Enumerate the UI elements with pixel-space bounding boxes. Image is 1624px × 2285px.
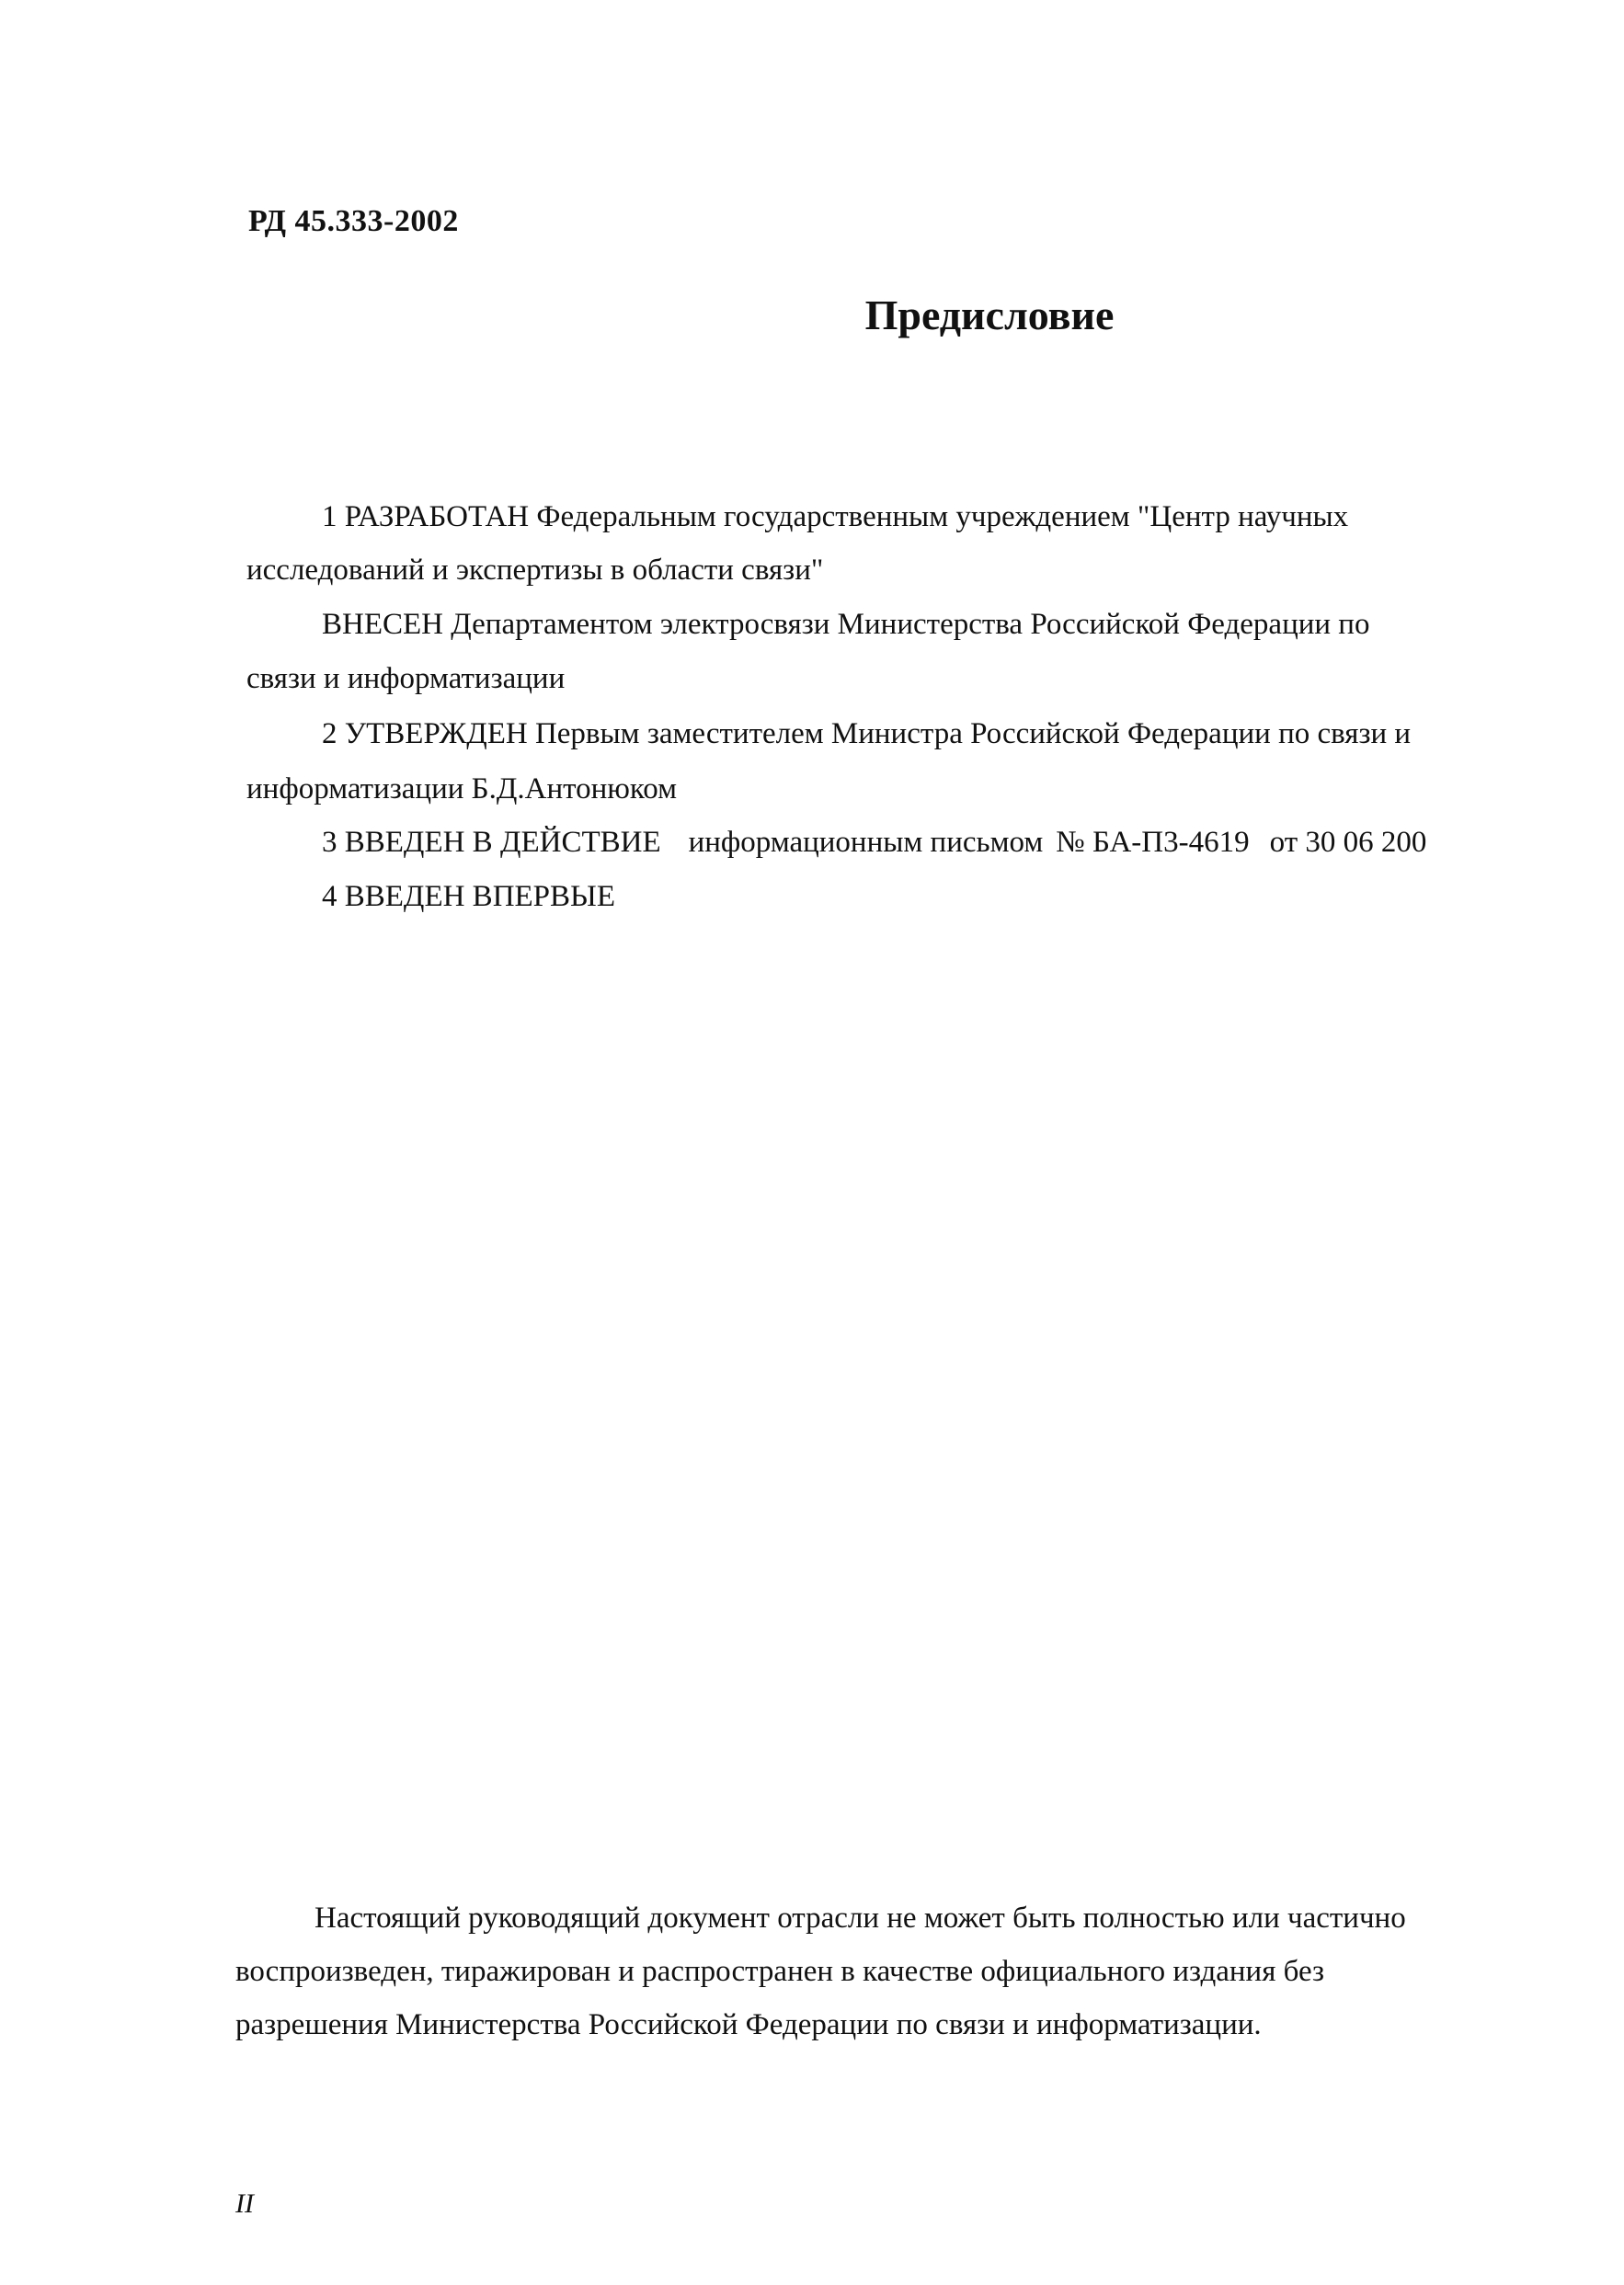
notice-line-3: разрешения Министерства Российской Федерации по связи и информатизации. [235,2008,1262,2041]
notice-line-2: воспроизведен, тиражирован и распространен в качестве официального издания без [235,1955,1325,1988]
preface-item-2-line-2: информатизации Б.Д.Антонюком [246,772,678,805]
preface-item-4: 4 ВВЕДЕН ВПЕРВЫЕ [322,880,615,913]
preface-item-3-letter: информационным письмом [688,826,1044,859]
preface-item-1-line-1: 1 РАЗРАБОТАН Федеральным государственным учреждением "Центр научных [322,500,1349,533]
document-code: РД 45.333-2002 [248,204,459,238]
page-number: II [235,2188,254,2219]
preface-item-3-number: № БА-П3-4619 [1056,826,1250,859]
page-title-text: Предисловие [864,291,1115,338]
page-title [0,291,1624,339]
preface-item-3-label: 3 ВВЕДЕН В ДЕЙСТВИЕ [322,826,661,859]
preface-item-1b-line-2: связи и информатизации [246,662,566,695]
preface-item-1b-line-1: ВНЕСЕН Департаментом электросвязи Министерства Российской Федерации по [322,608,1370,641]
preface-item-2-line-1: 2 УТВЕРЖДЕН Первым заместителем Министра Российской Федерации по связи и [322,717,1412,750]
notice-line-1: Настоящий руководящий документ отрасли не может быть полностью или частично [315,1902,1406,1935]
preface-item-3-date: от 30 06 200 [1269,826,1427,859]
preface-item-1-line-2: исследований и экспертизы в области связи" [246,554,824,587]
preface-item-3 [322,828,1426,858]
